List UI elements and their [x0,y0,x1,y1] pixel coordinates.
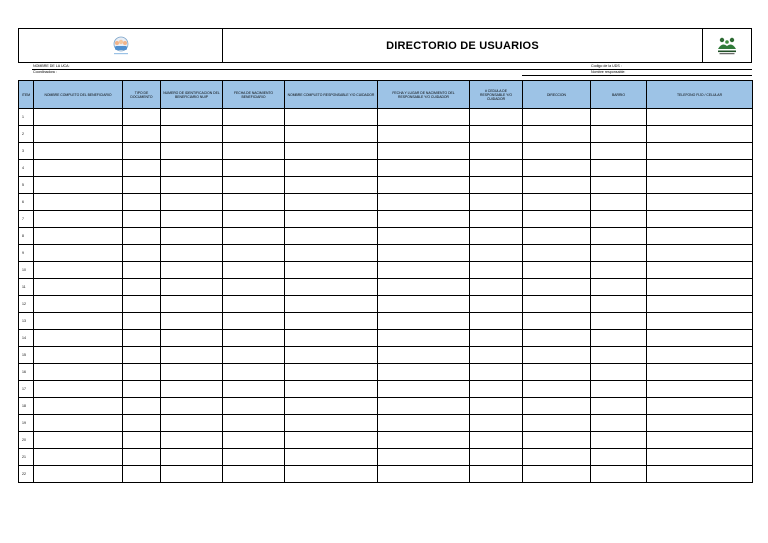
table-cell[interactable] [161,449,223,466]
table-cell[interactable] [123,347,161,364]
table-cell[interactable] [470,313,523,330]
table-cell[interactable] [285,296,378,313]
table-cell[interactable] [470,432,523,449]
table-row [19,194,753,211]
table-cell[interactable] [285,262,378,279]
table-cell[interactable] [123,177,161,194]
sheet-header [18,28,752,63]
table-cell[interactable] [647,466,753,483]
table-cell[interactable] [34,177,123,194]
table-row [19,466,753,483]
table-cell[interactable] [123,381,161,398]
table-cell[interactable] [378,143,470,160]
table-row [19,228,753,245]
table-cell[interactable] [470,449,523,466]
table-cell[interactable] [470,211,523,228]
table-cell[interactable] [285,160,378,177]
table-cell[interactable] [34,245,123,262]
table-cell[interactable] [223,177,285,194]
table-cell[interactable] [523,109,591,126]
table-row [19,143,753,160]
item-number: 5 [19,177,34,194]
table-row [19,398,753,415]
table-cell[interactable] [523,381,591,398]
table-cell[interactable] [591,262,647,279]
table-cell[interactable] [285,381,378,398]
table-cell[interactable] [34,466,123,483]
table-row [19,279,753,296]
table-cell[interactable] [161,432,223,449]
table-cell[interactable] [123,160,161,177]
table-cell[interactable] [378,109,470,126]
table-cell[interactable] [591,364,647,381]
table-cell[interactable] [591,143,647,160]
table-cell[interactable] [647,279,753,296]
table-cell[interactable] [523,160,591,177]
table-cell[interactable] [378,126,470,143]
table-cell[interactable] [523,211,591,228]
table-cell[interactable] [470,245,523,262]
table-cell[interactable] [591,177,647,194]
table-cell[interactable] [223,126,285,143]
users-directory-table [18,80,753,483]
column-header: NOMBRE COMPLETO RESPONSABLE Y/O CUIDADOR [285,81,378,109]
table-cell[interactable] [123,432,161,449]
table-cell[interactable] [34,398,123,415]
table-cell[interactable] [123,194,161,211]
table-cell[interactable] [123,143,161,160]
item-number: 7 [19,211,34,228]
table-cell[interactable] [378,245,470,262]
table-cell[interactable] [223,449,285,466]
table-cell[interactable] [378,432,470,449]
column-header: BARRIO [591,81,647,109]
table-cell[interactable] [647,347,753,364]
table-cell[interactable] [285,228,378,245]
table-cell[interactable] [523,449,591,466]
table-cell[interactable] [285,466,378,483]
table-cell[interactable] [591,211,647,228]
item-number: 16 [19,364,34,381]
table-cell[interactable] [470,347,523,364]
column-header: NOMBRE COMPLETO DEL BENEFICIARIO [34,81,123,109]
table-cell[interactable] [523,364,591,381]
table-cell[interactable] [223,109,285,126]
table-cell[interactable] [378,313,470,330]
column-header: TIPO DE DOCUMENTO [123,81,161,109]
table-cell[interactable] [647,381,753,398]
column-header: ITEM [19,81,34,109]
table-cell[interactable] [470,415,523,432]
table-row [19,432,753,449]
table-cell[interactable] [223,381,285,398]
table-cell[interactable] [285,279,378,296]
table-cell[interactable] [34,211,123,228]
table-cell[interactable] [34,347,123,364]
item-number: 3 [19,143,34,160]
table-cell[interactable] [470,160,523,177]
table-cell[interactable] [161,313,223,330]
table-cell[interactable] [647,364,753,381]
table-cell[interactable] [647,313,753,330]
column-header: # CEDULA DE RESPONSABLE Y/O CUIDADOR [470,81,523,109]
table-cell[interactable] [470,109,523,126]
table-cell[interactable] [285,143,378,160]
table-cell[interactable] [223,364,285,381]
table-cell[interactable] [591,432,647,449]
table-cell[interactable] [378,449,470,466]
table-cell[interactable] [161,245,223,262]
table-cell[interactable] [161,228,223,245]
family-logo [702,29,751,62]
table-cell[interactable] [591,347,647,364]
column-header: TELEFONO FIJO / CELULAR [647,81,753,109]
table-cell[interactable] [378,194,470,211]
table-cell[interactable] [523,126,591,143]
table-cell[interactable] [378,279,470,296]
table-row [19,364,753,381]
table-cell[interactable] [223,347,285,364]
table-cell[interactable] [223,466,285,483]
table-cell[interactable] [470,194,523,211]
table-cell[interactable] [223,262,285,279]
table-row [19,347,753,364]
table-row [19,262,753,279]
table-cell[interactable] [34,143,123,160]
item-number: 2 [19,126,34,143]
table-row [19,449,753,466]
table-cell[interactable] [591,194,647,211]
table-cell[interactable] [34,160,123,177]
table-cell[interactable] [223,194,285,211]
item-number: 14 [19,330,34,347]
item-number: 19 [19,415,34,432]
table-cell[interactable] [591,296,647,313]
table-cell[interactable] [123,245,161,262]
table-cell[interactable] [378,211,470,228]
table-cell[interactable] [223,160,285,177]
table-cell[interactable] [123,262,161,279]
table-cell[interactable] [161,177,223,194]
table-header-row [19,81,753,109]
family-logo-icon [715,35,739,57]
info-divider-right [522,75,752,76]
table-cell[interactable] [378,296,470,313]
table-cell[interactable] [591,415,647,432]
table-cell[interactable] [223,211,285,228]
table-cell[interactable] [591,109,647,126]
table-cell[interactable] [161,143,223,160]
table-cell[interactable] [523,194,591,211]
table-cell[interactable] [523,432,591,449]
table-row [19,126,753,143]
table-cell[interactable] [470,228,523,245]
table-cell[interactable] [378,228,470,245]
table-cell[interactable] [591,313,647,330]
table-cell[interactable] [161,126,223,143]
table-cell[interactable] [470,381,523,398]
column-header: FECHA Y LUGAR DE NACIMIENTO DEL RESPONSABLE Y/O CUIDADOR [378,81,470,109]
table-row [19,160,753,177]
table-cell[interactable] [285,245,378,262]
directory-sheet [18,28,752,483]
uca-name-label: NOMBRE DE LA UCA: [33,64,70,68]
table-cell[interactable] [591,330,647,347]
item-number: 15 [19,347,34,364]
table-cell[interactable] [523,177,591,194]
table-cell[interactable] [123,415,161,432]
info-divider [32,69,752,70]
table-cell[interactable] [161,466,223,483]
table-cell[interactable] [285,194,378,211]
table-cell[interactable] [591,126,647,143]
table-cell[interactable] [470,279,523,296]
table-cell[interactable] [523,398,591,415]
table-cell[interactable] [470,177,523,194]
table-cell[interactable] [591,228,647,245]
table-cell[interactable] [34,432,123,449]
table-row [19,415,753,432]
item-number: 21 [19,449,34,466]
table-row [19,381,753,398]
table-cell[interactable] [161,296,223,313]
table-cell[interactable] [523,313,591,330]
table-cell[interactable] [34,313,123,330]
table-cell[interactable] [591,160,647,177]
table-cell[interactable] [470,262,523,279]
table-cell[interactable] [470,296,523,313]
table-cell[interactable] [647,245,753,262]
table-cell[interactable] [647,228,753,245]
table-cell[interactable] [161,415,223,432]
table-cell[interactable] [523,296,591,313]
table-cell[interactable] [523,330,591,347]
table-cell[interactable] [647,177,753,194]
item-number: 8 [19,228,34,245]
table-cell[interactable] [591,466,647,483]
item-number: 9 [19,245,34,262]
item-number: 4 [19,160,34,177]
table-cell[interactable] [161,109,223,126]
table-cell[interactable] [34,262,123,279]
table-cell[interactable] [161,398,223,415]
table-cell[interactable] [123,398,161,415]
item-number: 20 [19,432,34,449]
table-cell[interactable] [523,262,591,279]
table-cell[interactable] [223,313,285,330]
item-number: 12 [19,296,34,313]
responsible-name-label: Nombre responsable: [591,70,626,74]
table-cell[interactable] [161,347,223,364]
table-cell[interactable] [123,296,161,313]
coordinator-label: Coordinadora : [33,70,57,74]
table-cell[interactable] [591,381,647,398]
table-cell[interactable] [647,449,753,466]
table-cell[interactable] [34,194,123,211]
table-cell[interactable] [123,109,161,126]
table-row [19,313,753,330]
table-body [19,109,753,483]
table-cell[interactable] [647,160,753,177]
table-cell[interactable] [123,466,161,483]
table-cell[interactable] [523,279,591,296]
table-cell[interactable] [223,143,285,160]
table-cell[interactable] [34,296,123,313]
item-number: 18 [19,398,34,415]
table-cell[interactable] [647,398,753,415]
table-cell[interactable] [647,262,753,279]
table-cell[interactable] [34,330,123,347]
table-cell[interactable] [223,330,285,347]
column-header: FECHA DE NACIMIENTO BENEFICIARIO [223,81,285,109]
table-cell[interactable] [223,398,285,415]
table-cell[interactable] [223,245,285,262]
item-number: 13 [19,313,34,330]
table-cell[interactable] [470,364,523,381]
table-cell[interactable] [378,364,470,381]
sheet-info [18,63,752,80]
table-cell[interactable] [591,449,647,466]
table-cell[interactable] [378,160,470,177]
table-row [19,330,753,347]
table-cell[interactable] [34,109,123,126]
table-cell[interactable] [647,194,753,211]
children-logo-icon [110,35,132,57]
table-cell[interactable] [378,330,470,347]
table-cell[interactable] [285,313,378,330]
table-cell[interactable] [123,126,161,143]
table-cell[interactable] [161,194,223,211]
item-number: 17 [19,381,34,398]
table-cell[interactable] [34,126,123,143]
table-cell[interactable] [647,432,753,449]
table-cell[interactable] [378,177,470,194]
column-header: DIRECCION [523,81,591,109]
table-cell[interactable] [470,126,523,143]
table-cell[interactable] [378,466,470,483]
table-cell[interactable] [161,279,223,296]
table-cell[interactable] [161,262,223,279]
table-cell[interactable] [123,449,161,466]
table-cell[interactable] [523,143,591,160]
item-number: 1 [19,109,34,126]
table-row [19,177,753,194]
item-number: 11 [19,279,34,296]
table-cell[interactable] [123,211,161,228]
table-cell[interactable] [34,228,123,245]
table-row [19,211,753,228]
table-cell[interactable] [223,415,285,432]
table-cell[interactable] [470,398,523,415]
table-cell[interactable] [285,398,378,415]
table-cell[interactable] [647,415,753,432]
table-cell[interactable] [591,279,647,296]
table-cell[interactable] [285,330,378,347]
table-cell[interactable] [123,279,161,296]
table-cell[interactable] [378,262,470,279]
table-cell[interactable] [378,415,470,432]
table-cell[interactable] [34,449,123,466]
table-cell[interactable] [470,143,523,160]
table-cell[interactable] [34,279,123,296]
table-cell[interactable] [647,126,753,143]
table-cell[interactable] [223,432,285,449]
table-cell[interactable] [285,211,378,228]
table-cell[interactable] [285,415,378,432]
item-number: 6 [19,194,34,211]
table-cell[interactable] [161,330,223,347]
table-cell[interactable] [523,347,591,364]
program-logo [19,29,223,62]
table-cell[interactable] [34,381,123,398]
table-cell[interactable] [223,296,285,313]
table-cell[interactable] [285,432,378,449]
table-cell[interactable] [123,313,161,330]
table-cell[interactable] [161,381,223,398]
column-header: NUMERO DE IDENTIFICACION DEL BENEFICIARIO NUIP [161,81,223,109]
table-cell[interactable] [647,109,753,126]
table-row [19,109,753,126]
table-cell[interactable] [591,245,647,262]
table-cell[interactable] [34,364,123,381]
table-cell[interactable] [123,330,161,347]
table-cell[interactable] [378,398,470,415]
table-row [19,245,753,262]
table-cell[interactable] [285,347,378,364]
table-cell[interactable] [285,109,378,126]
uds-code-label: Codigo de la UDS : [591,64,622,68]
table-cell[interactable] [34,415,123,432]
table-cell[interactable] [123,364,161,381]
table-row [19,296,753,313]
table-cell[interactable] [647,296,753,313]
table-cell[interactable] [285,177,378,194]
page-title: DIRECTORIO DE USUARIOS [386,39,539,52]
table-cell[interactable] [523,415,591,432]
item-number: 10 [19,262,34,279]
table-cell[interactable] [378,381,470,398]
table-cell[interactable] [523,245,591,262]
table-cell[interactable] [285,364,378,381]
table-cell[interactable] [161,160,223,177]
table-cell[interactable] [470,330,523,347]
table-cell[interactable] [591,398,647,415]
table-cell[interactable] [378,347,470,364]
table-cell[interactable] [523,228,591,245]
table-cell[interactable] [647,143,753,160]
table-cell[interactable] [647,330,753,347]
table-cell[interactable] [470,466,523,483]
table-cell[interactable] [161,211,223,228]
table-cell[interactable] [161,364,223,381]
table-cell[interactable] [647,211,753,228]
table-cell[interactable] [223,279,285,296]
item-number: 22 [19,466,34,483]
table-cell[interactable] [285,449,378,466]
table-cell[interactable] [523,466,591,483]
table-cell[interactable] [285,126,378,143]
table-cell[interactable] [123,228,161,245]
table-cell[interactable] [223,228,285,245]
